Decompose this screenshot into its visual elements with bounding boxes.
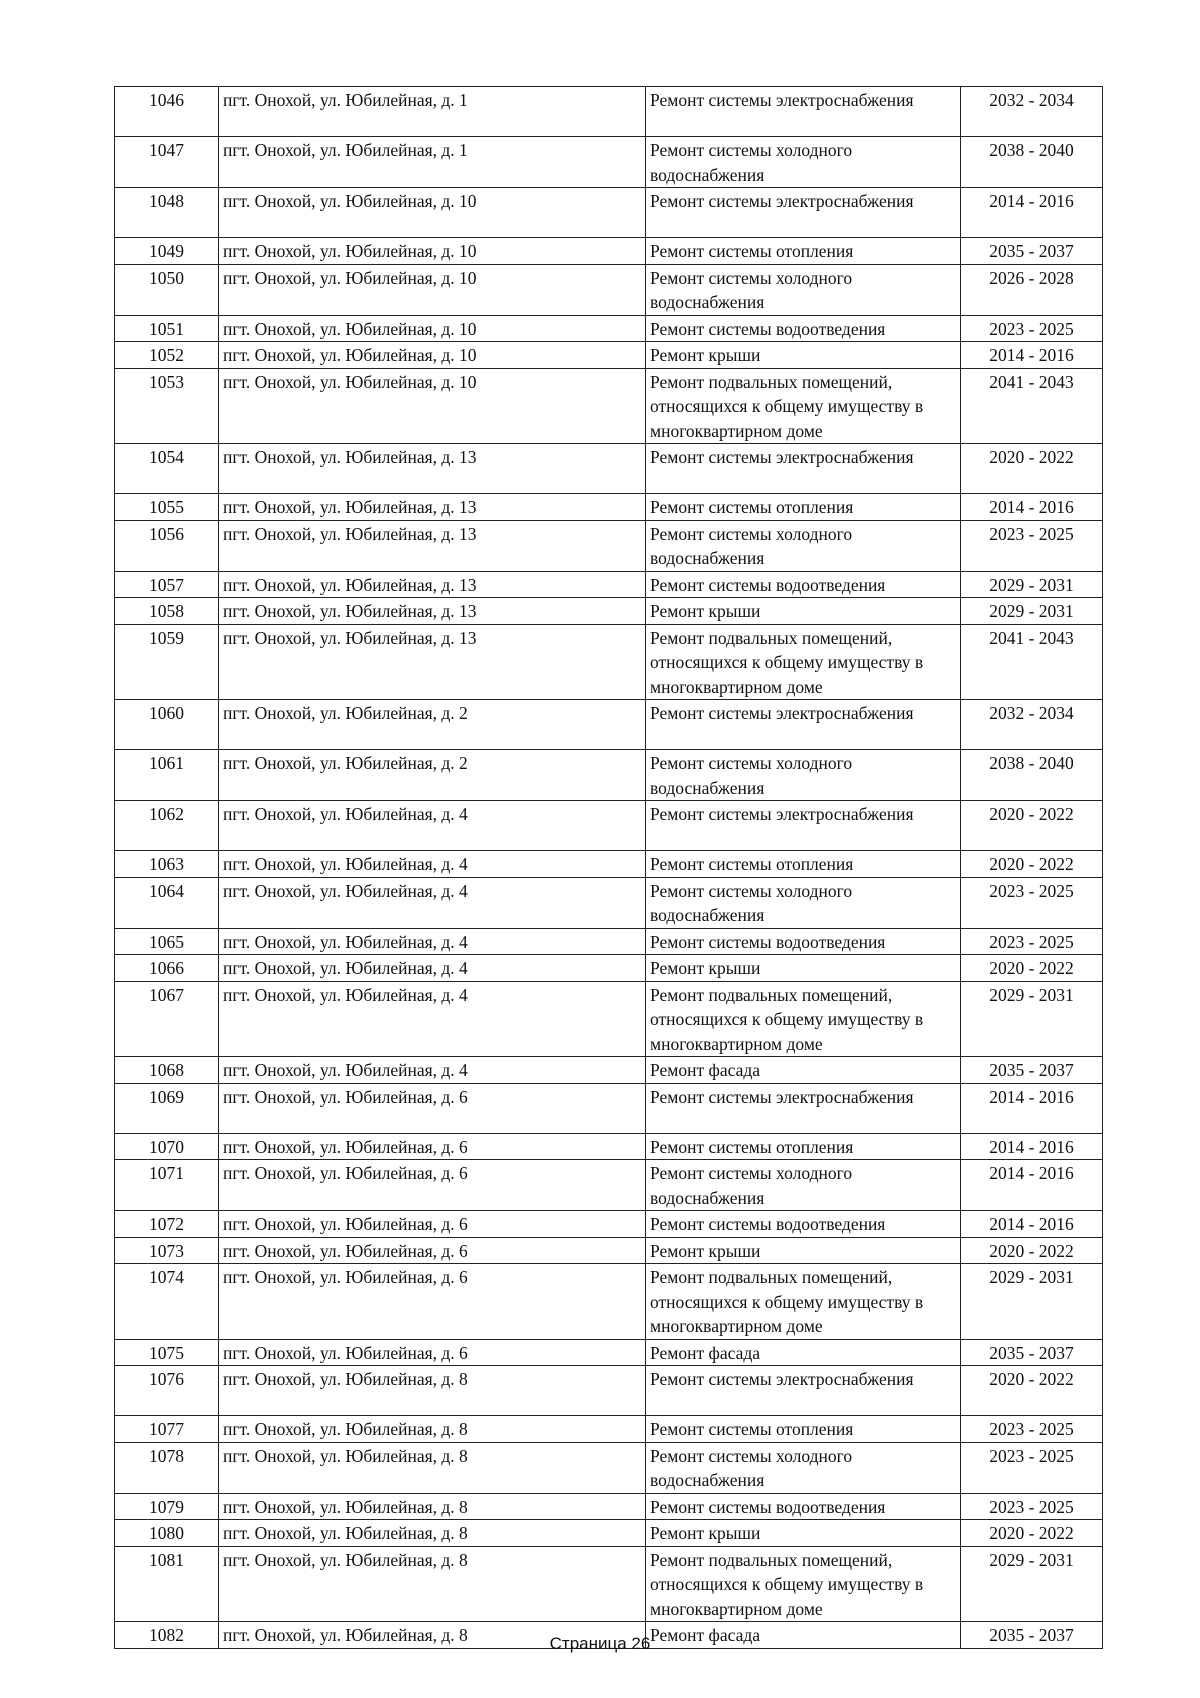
address-cell: пгт. Онохой, ул. Юбилейная, д. 1 [219,137,646,188]
work-type-cell: Ремонт системы холодного водоснабжения [646,137,961,188]
row-number-cell: 1074 [115,1264,219,1340]
years-cell: 2041 - 2043 [961,368,1103,444]
work-type-cell: Ремонт системы водоотведения [646,1493,961,1520]
work-type-cell: Ремонт системы электроснабжения [646,444,961,494]
work-type-cell: Ремонт крыши [646,598,961,625]
repair-schedule-table [114,86,1103,1649]
work-type-cell: Ремонт системы водоотведения [646,315,961,342]
years-cell: 2014 - 2016 [961,1083,1103,1133]
address-cell: пгт. Онохой, ул. Юбилейная, д. 4 [219,1057,646,1084]
row-number-cell: 1057 [115,571,219,598]
years-cell: 2014 - 2016 [961,1133,1103,1160]
row-number-cell: 1051 [115,315,219,342]
years-cell: 2029 - 2031 [961,1264,1103,1340]
row-number-cell: 1081 [115,1546,219,1622]
years-cell: 2020 - 2022 [961,801,1103,851]
address-cell: пгт. Онохой, ул. Юбилейная, д. 4 [219,851,646,878]
address-cell: пгт. Онохой, ул. Юбилейная, д. 6 [219,1083,646,1133]
work-type-cell: Ремонт системы электроснабжения [646,1366,961,1416]
address-cell: пгт. Онохой, ул. Юбилейная, д. 6 [219,1264,646,1340]
address-cell: пгт. Онохой, ул. Юбилейная, д. 4 [219,928,646,955]
address-cell: пгт. Онохой, ул. Юбилейная, д. 13 [219,494,646,521]
years-cell: 2023 - 2025 [961,520,1103,571]
row-number-cell: 1076 [115,1366,219,1416]
row-number-cell: 1065 [115,928,219,955]
row-number-cell: 1067 [115,981,219,1057]
row-number-cell: 1048 [115,188,219,238]
years-cell: 2014 - 2016 [961,494,1103,521]
years-cell: 2041 - 2043 [961,624,1103,700]
table-row [115,1133,1103,1160]
table-row [115,801,1103,851]
table-row [115,1264,1103,1340]
table-row [115,1442,1103,1493]
address-cell: пгт. Онохой, ул. Юбилейная, д. 6 [219,1133,646,1160]
row-number-cell: 1066 [115,955,219,982]
years-cell: 2020 - 2022 [961,1520,1103,1547]
years-cell: 2020 - 2022 [961,1366,1103,1416]
row-number-cell: 1058 [115,598,219,625]
table-row [115,315,1103,342]
work-type-cell: Ремонт системы холодного водоснабжения [646,520,961,571]
table-row [115,1211,1103,1238]
table-row [115,571,1103,598]
table-row [115,87,1103,137]
work-type-cell: Ремонт системы электроснабжения [646,87,961,137]
address-cell: пгт. Онохой, ул. Юбилейная, д. 4 [219,877,646,928]
table-body [115,87,1103,1649]
years-cell: 2029 - 2031 [961,981,1103,1057]
table-row [115,1083,1103,1133]
page-number: Страница 26 [549,1634,651,1653]
row-number-cell: 1080 [115,1520,219,1547]
address-cell: пгт. Онохой, ул. Юбилейная, д. 13 [219,624,646,700]
years-cell: 2014 - 2016 [961,342,1103,369]
table-row [115,188,1103,238]
work-type-cell: Ремонт системы водоотведения [646,571,961,598]
years-cell: 2023 - 2025 [961,1442,1103,1493]
work-type-cell: Ремонт системы электроснабжения [646,1083,961,1133]
work-type-cell: Ремонт фасада [646,1622,961,1649]
address-cell: пгт. Онохой, ул. Юбилейная, д. 10 [219,238,646,265]
row-number-cell: 1068 [115,1057,219,1084]
row-number-cell: 1082 [115,1622,219,1649]
table-row [115,1493,1103,1520]
table-row [115,624,1103,700]
years-cell: 2014 - 2016 [961,1160,1103,1211]
address-cell: пгт. Онохой, ул. Юбилейная, д. 1 [219,87,646,137]
address-cell: пгт. Онохой, ул. Юбилейная, д. 4 [219,801,646,851]
work-type-cell: Ремонт подвальных помещений, относящихся к общему имуществу в многоквартирном доме [646,1264,961,1340]
address-cell: пгт. Онохой, ул. Юбилейная, д. 2 [219,700,646,750]
table-row [115,1520,1103,1547]
address-cell: пгт. Онохой, ул. Юбилейная, д. 8 [219,1416,646,1443]
table-row [115,1546,1103,1622]
row-number-cell: 1063 [115,851,219,878]
row-number-cell: 1070 [115,1133,219,1160]
row-number-cell: 1056 [115,520,219,571]
work-type-cell: Ремонт системы отопления [646,238,961,265]
work-type-cell: Ремонт подвальных помещений, относящихся к общему имуществу в многоквартирном доме [646,368,961,444]
row-number-cell: 1072 [115,1211,219,1238]
years-cell: 2023 - 2025 [961,928,1103,955]
table-row [115,598,1103,625]
work-type-cell: Ремонт подвальных помещений, относящихся к общему имуществу в многоквартирном доме [646,981,961,1057]
row-number-cell: 1077 [115,1416,219,1443]
table-row [115,851,1103,878]
address-cell: пгт. Онохой, ул. Юбилейная, д. 4 [219,981,646,1057]
address-cell: пгт. Онохой, ул. Юбилейная, д. 8 [219,1366,646,1416]
address-cell: пгт. Онохой, ул. Юбилейная, д. 10 [219,315,646,342]
years-cell: 2035 - 2037 [961,238,1103,265]
address-cell: пгт. Онохой, ул. Юбилейная, д. 13 [219,571,646,598]
address-cell: пгт. Онохой, ул. Юбилейная, д. 13 [219,444,646,494]
row-number-cell: 1071 [115,1160,219,1211]
years-cell: 2032 - 2034 [961,700,1103,750]
table-row [115,1339,1103,1366]
row-number-cell: 1049 [115,238,219,265]
years-cell: 2023 - 2025 [961,315,1103,342]
years-cell: 2035 - 2037 [961,1339,1103,1366]
row-number-cell: 1064 [115,877,219,928]
address-cell: пгт. Онохой, ул. Юбилейная, д. 2 [219,750,646,801]
address-cell: пгт. Онохой, ул. Юбилейная, д. 6 [219,1160,646,1211]
table-row [115,750,1103,801]
table-row [115,342,1103,369]
years-cell: 2020 - 2022 [961,1237,1103,1264]
address-cell: пгт. Онохой, ул. Юбилейная, д. 6 [219,1211,646,1238]
address-cell: пгт. Онохой, ул. Юбилейная, д. 6 [219,1339,646,1366]
work-type-cell: Ремонт системы отопления [646,494,961,521]
address-cell: пгт. Онохой, ул. Юбилейная, д. 10 [219,342,646,369]
address-cell: пгт. Онохой, ул. Юбилейная, д. 6 [219,1237,646,1264]
row-number-cell: 1062 [115,801,219,851]
table-row [115,1416,1103,1443]
row-number-cell: 1078 [115,1442,219,1493]
work-type-cell: Ремонт крыши [646,1520,961,1547]
years-cell: 2023 - 2025 [961,1493,1103,1520]
row-number-cell: 1061 [115,750,219,801]
years-cell: 2014 - 2016 [961,1211,1103,1238]
row-number-cell: 1069 [115,1083,219,1133]
address-cell: пгт. Онохой, ул. Юбилейная, д. 13 [219,598,646,625]
work-type-cell: Ремонт фасада [646,1339,961,1366]
table-row [115,981,1103,1057]
years-cell: 2020 - 2022 [961,955,1103,982]
table-row [115,877,1103,928]
table-row [115,1237,1103,1264]
row-number-cell: 1054 [115,444,219,494]
work-type-cell: Ремонт системы холодного водоснабжения [646,877,961,928]
table-row [115,444,1103,494]
address-cell: пгт. Онохой, ул. Юбилейная, д. 8 [219,1442,646,1493]
years-cell: 2029 - 2031 [961,1546,1103,1622]
years-cell: 2029 - 2031 [961,571,1103,598]
address-cell: пгт. Онохой, ул. Юбилейная, д. 8 [219,1493,646,1520]
work-type-cell: Ремонт системы холодного водоснабжения [646,1160,961,1211]
address-cell: пгт. Онохой, ул. Юбилейная, д. 10 [219,368,646,444]
years-cell: 2020 - 2022 [961,851,1103,878]
work-type-cell: Ремонт крыши [646,1237,961,1264]
address-cell: пгт. Онохой, ул. Юбилейная, д. 8 [219,1520,646,1547]
address-cell: пгт. Онохой, ул. Юбилейная, д. 4 [219,955,646,982]
work-type-cell: Ремонт крыши [646,955,961,982]
table-row [115,1366,1103,1416]
work-type-cell: Ремонт системы электроснабжения [646,188,961,238]
table-row [115,238,1103,265]
row-number-cell: 1053 [115,368,219,444]
address-cell: пгт. Онохой, ул. Юбилейная, д. 10 [219,264,646,315]
years-cell: 2029 - 2031 [961,598,1103,625]
row-number-cell: 1075 [115,1339,219,1366]
work-type-cell: Ремонт системы холодного водоснабжения [646,1442,961,1493]
row-number-cell: 1052 [115,342,219,369]
years-cell: 2032 - 2034 [961,87,1103,137]
work-type-cell: Ремонт подвальных помещений, относящихся к общему имуществу в многоквартирном доме [646,1546,961,1622]
work-type-cell: Ремонт подвальных помещений, относящихся к общему имуществу в многоквартирном доме [646,624,961,700]
table-row [115,520,1103,571]
row-number-cell: 1060 [115,700,219,750]
row-number-cell: 1055 [115,494,219,521]
table-row [115,700,1103,750]
work-type-cell: Ремонт системы отопления [646,1416,961,1443]
table-row [115,137,1103,188]
address-cell: пгт. Онохой, ул. Юбилейная, д. 13 [219,520,646,571]
work-type-cell: Ремонт фасада [646,1057,961,1084]
work-type-cell: Ремонт системы отопления [646,851,961,878]
table-row [115,955,1103,982]
years-cell: 2038 - 2040 [961,750,1103,801]
row-number-cell: 1059 [115,624,219,700]
work-type-cell: Ремонт системы холодного водоснабжения [646,264,961,315]
address-cell: пгт. Онохой, ул. Юбилейная, д. 8 [219,1622,646,1649]
years-cell: 2038 - 2040 [961,137,1103,188]
row-number-cell: 1079 [115,1493,219,1520]
row-number-cell: 1073 [115,1237,219,1264]
address-cell: пгт. Онохой, ул. Юбилейная, д. 8 [219,1546,646,1622]
years-cell: 2035 - 2037 [961,1622,1103,1649]
table-row [115,494,1103,521]
table-row [115,928,1103,955]
address-cell: пгт. Онохой, ул. Юбилейная, д. 10 [219,188,646,238]
years-cell: 2035 - 2037 [961,1057,1103,1084]
years-cell: 2026 - 2028 [961,264,1103,315]
table-row [115,368,1103,444]
table-row [115,1057,1103,1084]
row-number-cell: 1047 [115,137,219,188]
work-type-cell: Ремонт системы холодного водоснабжения [646,750,961,801]
row-number-cell: 1050 [115,264,219,315]
work-type-cell: Ремонт крыши [646,342,961,369]
work-type-cell: Ремонт системы водоотведения [646,1211,961,1238]
years-cell: 2020 - 2022 [961,444,1103,494]
years-cell: 2014 - 2016 [961,188,1103,238]
years-cell: 2023 - 2025 [961,877,1103,928]
work-type-cell: Ремонт системы электроснабжения [646,700,961,750]
years-cell: 2023 - 2025 [961,1416,1103,1443]
work-type-cell: Ремонт системы водоотведения [646,928,961,955]
table-row [115,1160,1103,1211]
table-row [115,264,1103,315]
work-type-cell: Ремонт системы отопления [646,1133,961,1160]
work-type-cell: Ремонт системы электроснабжения [646,801,961,851]
row-number-cell: 1046 [115,87,219,137]
